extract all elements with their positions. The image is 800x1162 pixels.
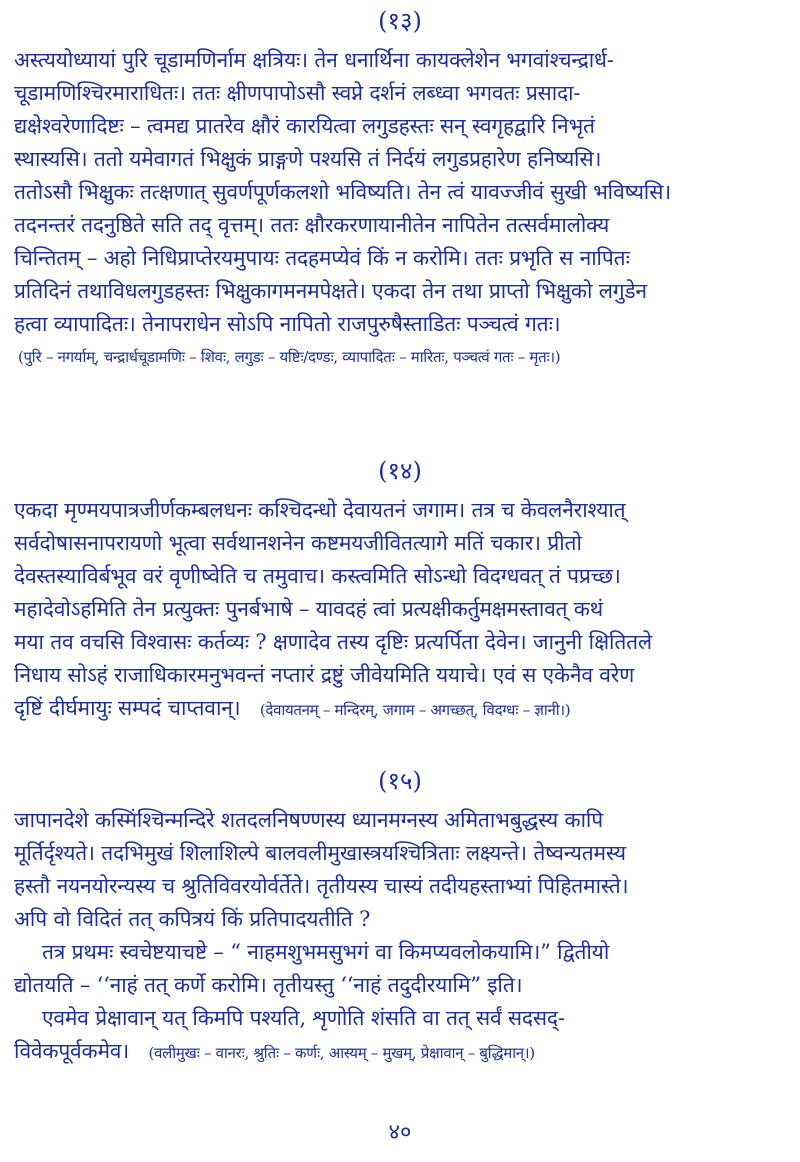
text-line: चिन्तितम् – अहो निधिप्राप्तेरयमुपायः तदहमप्येवं किं न करोमि। ततः प्रभृति स नापितः [14,246,630,270]
text-line: अस्त्ययोध्यायां पुरि चूडामणिर्नाम क्षत्रियः। तेन धनार्थिना कायक्लेशेन भगवांश्चन्द्रार्ध- [14,48,614,72]
glossary-note: (वलीमुखः – वानरः, श्रुतिः – कर्णः, आस्यम् – मुखम्, प्रेक्षावान् – बुद्धिमान्।) [148,1044,535,1062]
section-14 [0,450,800,725]
glossary-note: (पुरि – नगर्याम्, चन्द्रार्धचूडामणिः – शिवः, लगुडः – यष्टिः/दण्डः, व्यापादितः – मारितः, पञ्चत्वं गतः – मृतः।) [18,348,561,366]
text-line: मया तव वचसि विश्वासः कर्तव्यः ? क्षणादेव तस्य दृष्टिः प्रत्यर्पिता देवेन। जानुनी क्षितितले [14,630,652,654]
paragraph [14,804,786,1068]
glossary-note: (देवायतनम् – मन्दिरम्, जगाम – अगच्छत्, विदग्धः – ज्ञानी।) [259,701,571,719]
text-line: ततोऽसौ भिक्षुकः तत्क्षणात् सुवर्णपूर्णकलशो भविष्यति। तेन त्वं यावज्जीवं सुखी भविष्यसि। [14,180,671,204]
text-line: अपि वो विदितं तत् कपित्रयं किं प्रतिपादयतीति ? [14,907,371,931]
text-line: हत्वा व्यापादितः। तेनापराधेन सोऽपि नापितो राजपुरुषैस्ताडितः पञ्चत्वं गतः। [14,312,561,336]
page-number: ४० [388,1120,412,1145]
text-line: जापानदेशे कस्मिंश्चिन्मन्दिरे शतदलनिषण्णस्य ध्यानमग्नस्य अमिताभबुद्धस्य कापि [14,808,604,832]
text-line: महादेवोऽहमिति तेन प्रत्युक्तः पुनर्बभाषे – यावदहं त्वां प्रत्यक्षीकर्तुमक्षमस्तावत् कथं [14,597,603,621]
text-line: द्योतयति – ‘‘नाहं तत् कर्णे करोमि। तृतीयस्तु ‘‘नाहं तदुदीरयामि” इति। [14,973,523,997]
section-15 [0,760,800,1068]
text-line: चूडामणिश्चिरमाराधितः। ततः क्षीणपापोऽसौ स्वप्ने दर्शनं लब्ध्वा भगवतः प्रसादा- [14,81,581,105]
text-line: सर्वदोषासनापरायणो भूत्वा सर्वथानशनेन कष्टमयजीवितत्यागे मतिं चकार। प्रीतो [14,531,582,555]
paragraph [14,44,786,373]
text-line: स्थास्यसि। ततो यमेवागतं भिक्षुकं प्राङ्गणे पश्यसि तं निर्दयं लगुडप्रहारेण हनिष्यसि। [14,147,602,171]
text-line-with-gloss [14,1035,786,1068]
text-line: द्यक्षेश्वरेणादिष्टः – त्वमद्य प्रातरेव क्षौरं कारयित्वा लगुडहस्तः सन् स्वगृहद्वारि निभृतं [14,114,595,138]
section-13 [0,0,800,373]
section-heading: (१५) [378,767,422,795]
text-line: तदनन्तरं तदनुष्ठिते सति तद् वृत्तम्। ततः क्षौरकरणायानीतेन नापितेन तत्सर्वमालोक्य [14,213,610,237]
text-line: तत्र प्रथमः स्वचेष्टयाचष्टे – “ नाहमशुभमसुभगं वा किमप्यवलोकयामि।” द्वितीयो [42,940,610,964]
text-fragment: दृष्टिं दीर्घमायुः सम्पदं चाप्तवान्। [14,696,241,720]
section-heading: (१४) [378,457,422,485]
text-line: एकदा मृण्मयपात्रजीर्णकम्बलधनः कश्चिदन्धो देवायतनं जगाम। तत्र च केवलनैराश्यात् [14,498,626,522]
text-fragment: विवेकपूर्वकमेव। [14,1039,130,1063]
section-heading: (१३) [378,7,422,35]
text-line: निधाय सोऽहं राजाधिकारमनुभवन्तं नप्तारं द्रष्टुं जीवेयमिति ययाचे। एवं स एकेनैव वरेण [14,663,635,687]
text-line: मूर्तिर्दृश्यते। तदभिमुखं शिलाशिल्पे बालवलीमुखास्त्रयश्चित्रिताः लक्ष्यन्ते। तेष्वन्यतमस्य [14,841,626,865]
text-line-with-gloss [14,692,786,725]
text-line: प्रतिदिनं तथाविधलगुडहस्तः भिक्षुकागमनमपेक्षते। एकदा तेन तथा प्राप्तो भिक्षुको लगुडेन [14,279,647,303]
text-line: देवस्तस्याविर्बभूव वरं वृणीष्वेति च तमुवाच। कस्त्वमिति सोऽन्धो विदग्धवत् तं पप्रच्छ। [14,564,621,588]
paragraph [14,494,786,725]
text-line: एवमेव प्रेक्षावान् यत् किमपि पश्यति, शृणोति शंसति वा तत् सर्वं सदसद्- [42,1006,565,1030]
text-line: हस्तौ नयनयोरन्यस्य च श्रुतिविवरयोर्वर्तेते। तृतीयस्य चास्यं तदीयहस्ताभ्यां पिहितमास्ते। [14,874,629,898]
